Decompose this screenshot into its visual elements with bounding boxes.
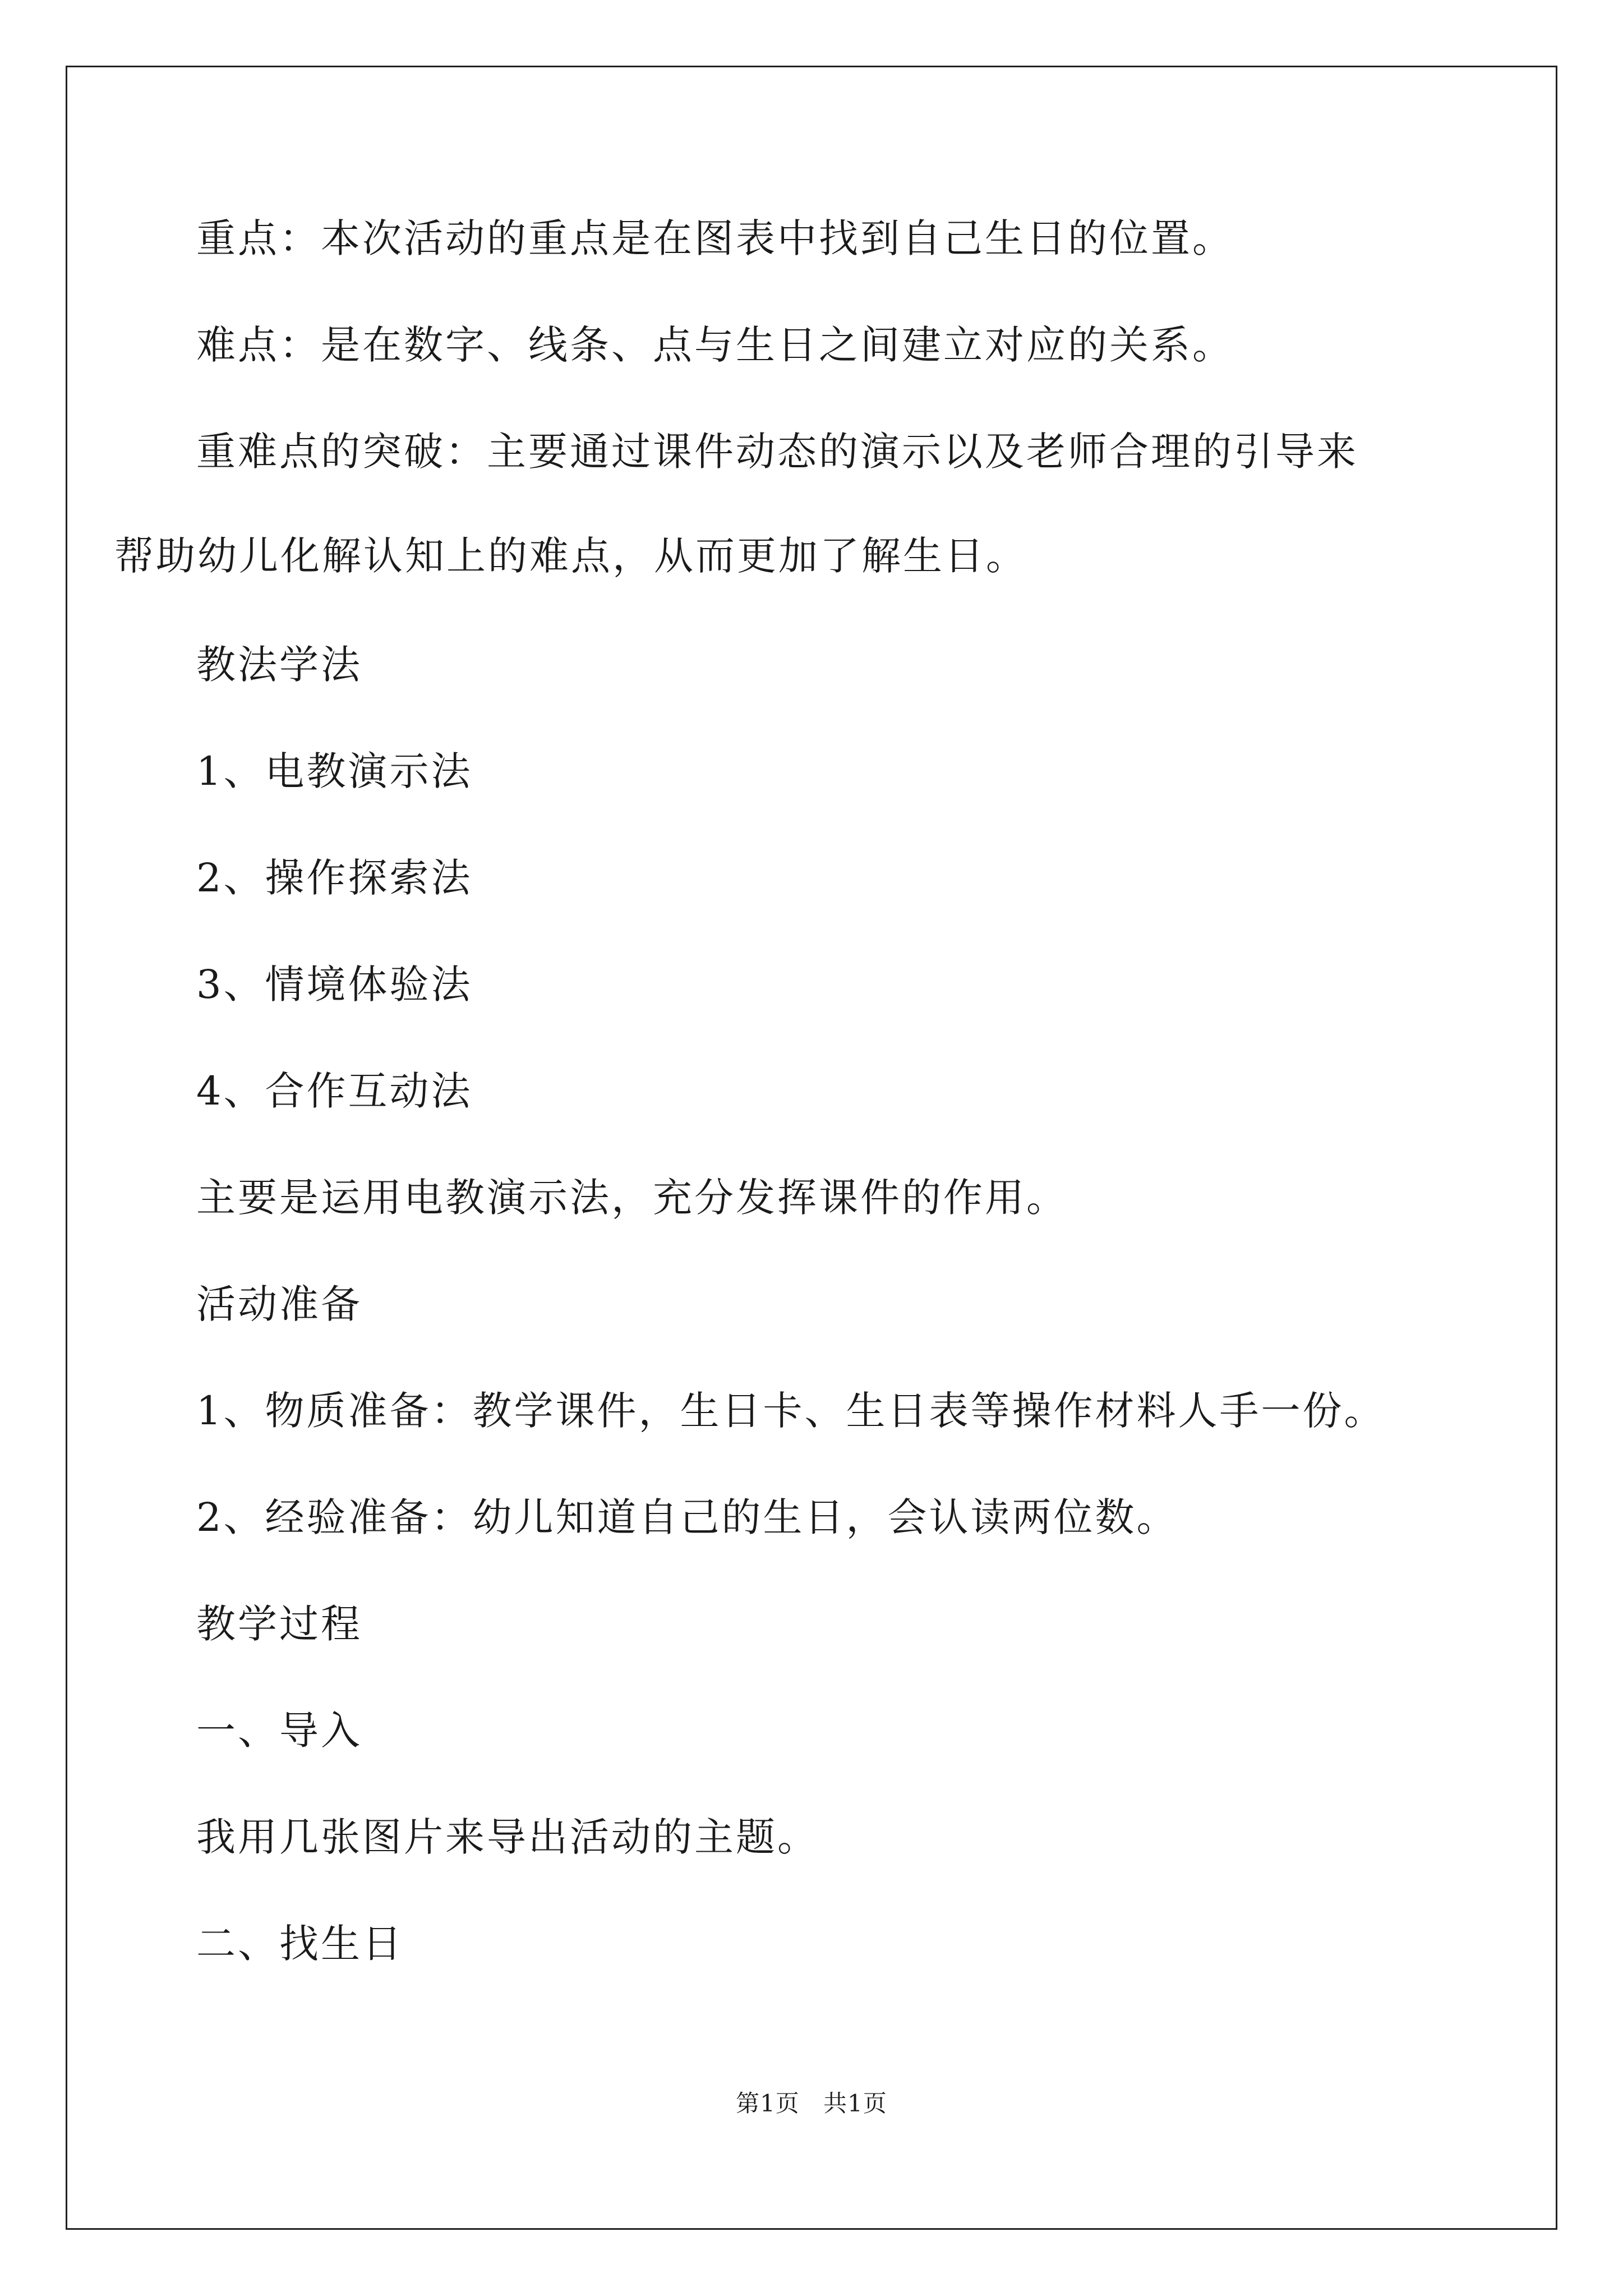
paragraph-text: 2、经验准备：幼儿知道自己的生日，会认读两位数。 xyxy=(196,1494,1178,1540)
list-item xyxy=(196,959,473,1010)
heading-teaching-methods xyxy=(196,639,362,690)
section-heading-find-birthday xyxy=(196,1918,404,1969)
page-footer xyxy=(0,2085,1623,2119)
page-border xyxy=(66,66,1557,2230)
list-item xyxy=(196,1066,473,1116)
list-item xyxy=(196,853,473,903)
paragraph-text-continued: 帮助幼儿化解认知上的难点，从而更加了解生日。 xyxy=(114,533,1027,579)
paragraph-key-point xyxy=(196,213,1234,264)
paragraph-text: 3、情境体验法 xyxy=(196,961,473,1007)
section-heading-intro xyxy=(196,1705,362,1756)
list-item xyxy=(196,746,473,797)
paragraph-intro xyxy=(196,1812,819,1862)
paragraph-text: 1、物质准备：教学课件，生日卡、生日表等操作材料人手一份。 xyxy=(196,1388,1386,1434)
paragraph-text: 教学过程 xyxy=(196,1601,362,1647)
paragraph-difficulty xyxy=(196,320,1234,370)
paragraph-text: 1、电教演示法 xyxy=(196,748,473,794)
paragraph-text: 二、找生日 xyxy=(196,1921,404,1967)
paragraph-text: 难点：是在数字、线条、点与生日之间建立对应的关系。 xyxy=(196,322,1234,368)
heading-teaching-process xyxy=(196,1599,362,1649)
page-number-current: 第1页 xyxy=(736,2090,800,2117)
list-item xyxy=(196,1386,1386,1436)
paragraph-text: 一、导入 xyxy=(196,1708,362,1754)
paragraph-text: 主要是运用电教演示法，充分发挥课件的作用。 xyxy=(196,1175,1068,1221)
paragraph-text: 活动准备 xyxy=(196,1281,362,1327)
paragraph-text: 2、操作探索法 xyxy=(196,855,473,901)
paragraph-text: 重难点的突破：主要通过课件动态的演示以及老师合理的引导来 xyxy=(196,429,1358,475)
heading-preparation xyxy=(196,1279,362,1329)
paragraph-text: 我用几张图片来导出活动的主题。 xyxy=(196,1814,819,1860)
paragraph-text: 4、合作互动法 xyxy=(196,1068,473,1114)
list-item xyxy=(196,1492,1178,1543)
paragraph-text: 教法学法 xyxy=(196,642,362,688)
paragraph-breakthrough xyxy=(114,426,1358,581)
page-number-total: 共1页 xyxy=(823,2090,887,2117)
paragraph-text: 重点：本次活动的重点是在图表中找到自己生日的位置。 xyxy=(196,215,1234,261)
paragraph-main-method xyxy=(196,1172,1068,1223)
